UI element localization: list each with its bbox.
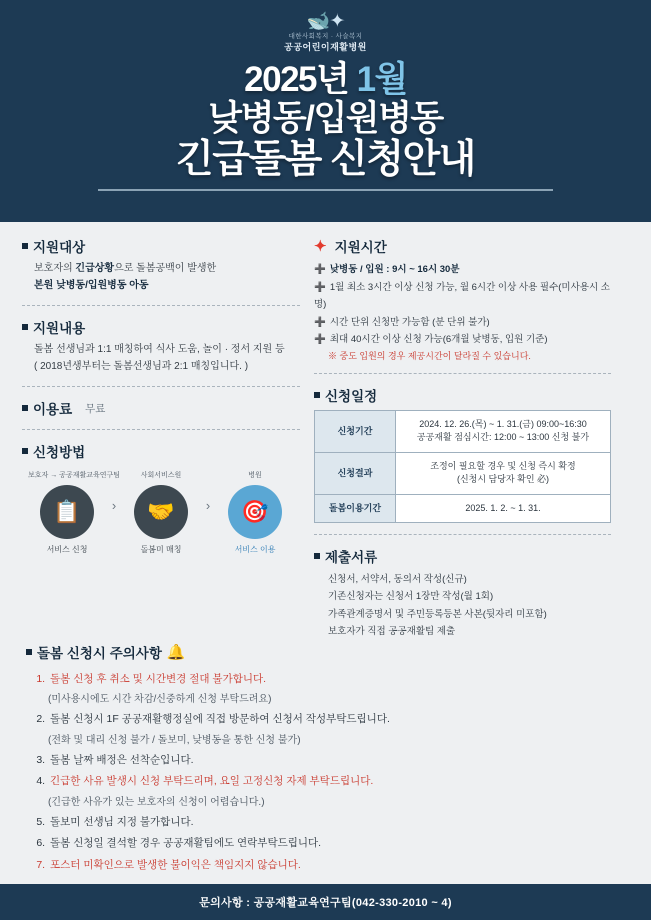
time-item-text: 최대 40시간 이상 신청 가능(6개월 낮병동, 입원 기준) xyxy=(329,334,548,346)
flow-step-2-caption: 돌봄미 매칭 xyxy=(140,545,182,554)
whale-logo-icon: 🐋✦ xyxy=(306,11,345,32)
caution-item: 6. 돌봄 신청일 결석할 경우 공공재활팀에도 연락부탁드립니다. xyxy=(48,833,625,855)
section-fee-head xyxy=(22,398,300,418)
schedule-table xyxy=(314,410,611,524)
section-time-body xyxy=(314,261,611,349)
handshake-icon: 🤝 xyxy=(134,485,188,539)
application-flow xyxy=(22,466,300,555)
caution-item: 7. 포스터 미확인으로 발생한 불이익은 책임지지 않습니다. xyxy=(48,855,625,877)
cautions-list xyxy=(26,812,625,877)
poster-body xyxy=(0,222,651,640)
bullet-square-icon xyxy=(22,243,28,249)
schedule-row-value xyxy=(396,410,611,452)
caution-note: (미사용시에도 시간 차감/신중하게 신청 부탁드려요) xyxy=(48,694,272,706)
divider-3 xyxy=(22,429,300,430)
section-docs-title: 제출서류 xyxy=(325,550,378,566)
section-content-body xyxy=(22,342,300,375)
bullet-square-icon xyxy=(314,553,320,559)
section-docs-head xyxy=(314,546,611,566)
caution-item: 5. 돌보미 선생님 지정 불가합니다. xyxy=(48,812,625,834)
plus-icon: ➕ xyxy=(314,281,326,293)
time-item xyxy=(314,279,611,314)
title-line-3: 긴급돌봄 신청안내 xyxy=(176,137,475,181)
docs-item: 보호자가 직접 공공재활팀 제출 xyxy=(328,625,456,637)
logo-hospital-name: 공공어린이재활병원 xyxy=(284,41,367,52)
logo-subtitle: 대한사회복지 · 사슬복지 xyxy=(288,33,363,40)
docs-item: 가족관계증명서 및 주민등록등본 사본(뒷자리 미포함) xyxy=(328,608,547,620)
flow-step-2 xyxy=(122,470,200,555)
time-item xyxy=(314,314,611,332)
section-time-head xyxy=(314,236,611,256)
left-column xyxy=(22,236,300,640)
target-line-2: 본원 낮병동/입원병동 아동 xyxy=(34,279,149,291)
section-docs-body xyxy=(314,571,611,639)
target-text-c: 으로 돌봄공백이 발생한 xyxy=(114,263,217,274)
section-schedule-head xyxy=(314,385,611,405)
section-target-body xyxy=(22,261,300,294)
docs-item: 기존신청자는 신청서 1장만 작성(월 1회) xyxy=(328,591,494,603)
table-row xyxy=(315,452,611,494)
flow-step-3 xyxy=(216,470,294,555)
schedule-row-line2: (신청시 담당자 확인 必) xyxy=(456,474,550,485)
poster-title xyxy=(0,60,651,191)
target-text-a: 보호자의 xyxy=(34,263,76,274)
bullet-square-icon xyxy=(22,405,28,411)
section-schedule-title: 신청일정 xyxy=(325,388,378,404)
bullet-square-icon xyxy=(22,448,28,454)
cautions-title: 돌봄 신청시 주의사항 xyxy=(37,645,162,661)
cautions-list xyxy=(26,750,625,793)
title-year-month: 2025년 xyxy=(244,59,357,99)
bullet-square-icon xyxy=(26,649,32,655)
cautions-list xyxy=(26,709,625,731)
caution-item: 2. 돌봄 신청시 1F 공공재활행정실에 직접 방문하여 신청서 작성부탁드립니다. xyxy=(48,709,625,731)
flow-arrow-2-icon: › xyxy=(205,498,211,513)
section-target-title: 지원대상 xyxy=(33,240,86,255)
caution-item xyxy=(48,771,625,793)
divider-5 xyxy=(314,534,611,535)
target-text-b: 긴급상황 xyxy=(75,263,115,274)
time-item-text: 시간 단위 신청만 가능함 (분 단위 불가) xyxy=(329,316,490,328)
cautions-section xyxy=(0,640,651,877)
section-target-head xyxy=(22,236,300,256)
poster-footer xyxy=(0,884,651,920)
title-line-2: 낮병동/입원병동 xyxy=(208,98,443,138)
divider-2 xyxy=(22,386,300,387)
cautions-list xyxy=(26,669,625,691)
section-content-head xyxy=(22,317,300,337)
plus-icon: ➕ xyxy=(314,264,326,275)
time-item xyxy=(314,261,611,279)
flow-step-3-top: 병원 xyxy=(248,472,262,479)
schedule-row-line1: 2025. 1. 2. ~ 1. 31. xyxy=(465,502,541,513)
fee-value: 무료 xyxy=(85,402,106,415)
target-line-1 xyxy=(34,261,300,278)
hospital-logo xyxy=(0,0,651,52)
section-content-title: 지원내용 xyxy=(33,321,86,336)
plus-icon: ➕ xyxy=(314,334,326,346)
divider-1 xyxy=(22,305,300,306)
schedule-row-value xyxy=(396,452,611,494)
caution-note: (전화 및 대리 신청 불가 / 돌보미, 낮병동을 통한 신청 불가) xyxy=(48,734,301,746)
time-item xyxy=(314,331,611,349)
flow-step-3-caption: 서비스 이용 xyxy=(234,545,276,554)
cautions-head xyxy=(26,642,625,662)
flow-step-1-caption: 서비스 신청 xyxy=(46,545,88,554)
right-column xyxy=(314,236,611,640)
star-burst-icon: ✦ xyxy=(314,238,327,255)
schedule-row-label: 돌봄이용기간 xyxy=(315,494,396,523)
content-line-2: ( 2018년생부터는 돌봄선생님과 2:1 매칭입니다. ) xyxy=(34,360,249,372)
title-month-accent: 1월 xyxy=(356,59,407,99)
time-item-text: 1월 최소 3시간 이상 신청 가능, 월 6시간 이상 사용 필수(미사용시 소명) xyxy=(314,281,610,311)
flow-step-1 xyxy=(28,470,121,555)
bullet-square-icon xyxy=(22,324,28,330)
caution-note: (긴급한 사유가 있는 보호자의 신청이 어렵습니다.) xyxy=(48,796,265,808)
schedule-row-value xyxy=(396,494,611,523)
schedule-row-label: 신청기간 xyxy=(315,410,396,452)
caution-item-text: 긴급한 사유 발생시 신청 부탁드리며, 요일 고정신청 자제 부탁드립니다. xyxy=(50,775,374,788)
plus-icon: ➕ xyxy=(314,316,326,328)
flow-step-1-top: 보호자 → 공공재활교육연구팀 xyxy=(28,472,121,479)
table-row xyxy=(315,494,611,523)
caution-item: 3. 돌봄 날짜 배정은 선착순입니다. xyxy=(48,750,625,772)
flow-arrow-1-icon: › xyxy=(111,498,117,513)
docs-item: 신청서, 서약서, 동의서 작성(신규) xyxy=(328,574,467,586)
divider-4 xyxy=(314,373,611,374)
flow-step-2-top: 사회서비스원 xyxy=(140,472,182,479)
time-item-text: 낮병동 / 입원 : 9시 ~ 16시 30분 xyxy=(329,264,460,275)
schedule-row-line1: 2024. 12. 26.(목) ~ 1. 31.(금) 09:00~16:30 xyxy=(419,418,587,429)
title-line-1 xyxy=(0,60,651,99)
schedule-row-line1: 조정이 필요할 경우 및 신청 즉시 확정 xyxy=(430,460,576,471)
footer-contact: 문의사항 : 공공재활교육연구팀(042-330-2010 ~ 4) xyxy=(199,897,452,909)
alarm-bell-icon: 🔔 xyxy=(166,643,186,661)
title-divider xyxy=(98,189,553,191)
target-icon: 🎯 xyxy=(228,485,282,539)
schedule-row-line2: 공공재활 점심시간: 12:00 ~ 13:00 신청 불가 xyxy=(416,432,590,443)
schedule-row-label: 신청결과 xyxy=(315,452,396,494)
time-note: ※ 중도 입원의 경우 제공시간이 달라질 수 있습니다. xyxy=(328,350,531,361)
caution-item: 1. 돌봄 신청 후 취소 및 시간변경 절대 불가합니다. xyxy=(48,669,625,691)
section-fee-title: 이용료 xyxy=(33,402,73,417)
section-method-title: 신청방법 xyxy=(33,445,86,460)
section-time-title: 지원시간 xyxy=(334,240,387,255)
section-method-head xyxy=(22,441,300,461)
content-line-1: 돌봄 선생님과 1:1 매칭하여 식사 도움, 놀이 · 정서 지원 등 xyxy=(34,344,285,355)
poster-header xyxy=(0,0,651,222)
table-row xyxy=(315,410,611,452)
bullet-square-icon xyxy=(314,392,320,398)
document-checklist-icon: 📋 xyxy=(40,485,94,539)
